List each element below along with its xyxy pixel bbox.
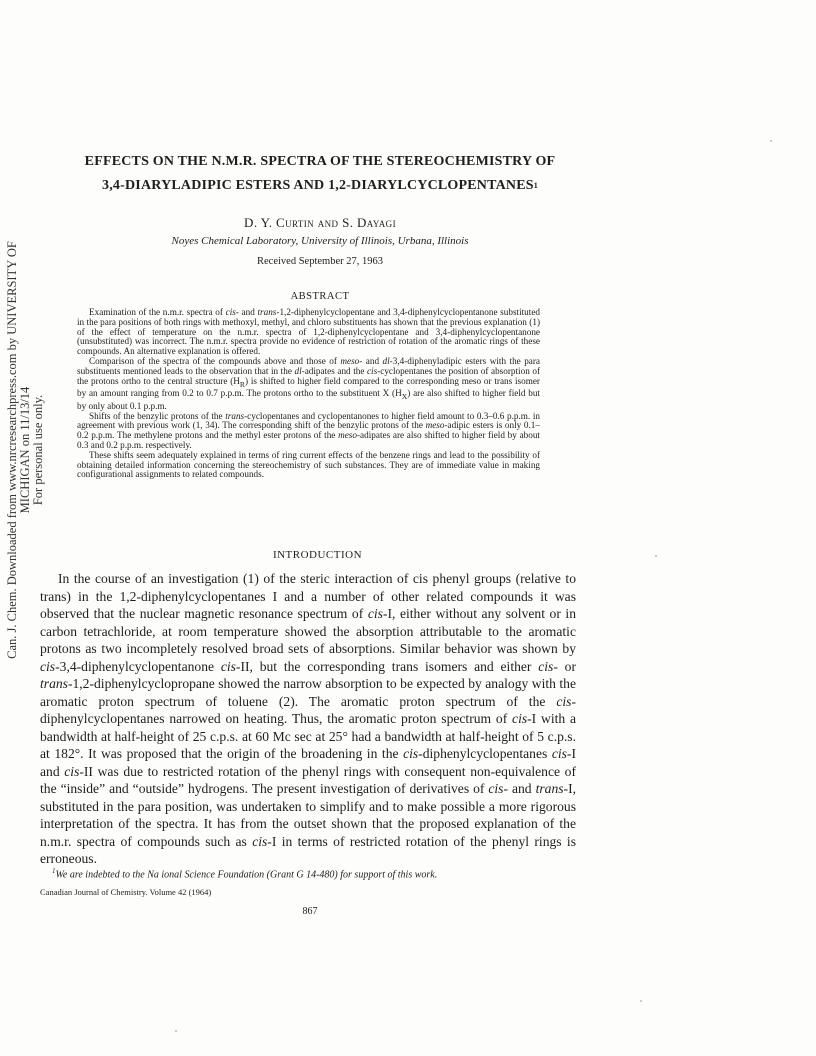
title-line-2: 3,4-DIARYLADIPIC ESTERS AND 1,2-DIARYLCYCLOPENTANES$^1$ <box>102 178 538 193</box>
abstract-paragraph-4: These shifts seem adequately explained in terms of ring current effects of the benzene rings and lead to the possibility of obtaining detailed information concerning the stereochemistry of such substances. They are of immediate value in making configurational assignments to related compounds. <box>77 449 540 480</box>
title-line-1: EFFECTS ON THE N.M.R. SPECTRA OF THE STEREOCHEMISTRY OF <box>84 154 556 169</box>
abstract-paragraph-3: Shifts of the benzylic protons of the trans-cyclopentanes and cyclopentanones to higher field amount to 0.3–0.6 p.p.m. in agreement with previous work (1, 34). The corresponding shift of the benzylic protons of the meso-adipic esters is only 0.1–0.2 p.p.m. The methylene protons and the methyl ester protons of the meso-adipates are also shifted to higher field by about 0.3 and 0.2 p.p.m. respectively. <box>77 410 540 451</box>
watermark-line-1: Can. J. Chem. Downloaded from www.nrcresearchpress.com by UNIVERSITY OF MICHIGAN on 11/13/14 <box>5 241 32 659</box>
title-footnote-mark: 1 <box>533 181 538 190</box>
page-number: 867 <box>302 906 318 917</box>
watermark-line-2: For personal use only. <box>31 394 45 506</box>
scan-speck <box>640 1000 642 1002</box>
abstract-paragraph-1: Examination of the n.m.r. spectra of cis- and trans-1,2-diphenylcyclopentane and 3,4-diphenylcyclopentanone substituted in the para positions of both rings with methoxyl, methyl, and chloro substituents has shown that the previous explanation (1) of the effect of temperature on the n.m.r. spectra of 1,2-diphenylcyclopentane and 3,4-diphenylcyclopentanone (unsubstituted) was incorrect. The n.m.r. spectra provide no evidence of restriction of rotation of the aromatic rings of these compounds. An alternative explanation is offered. <box>77 307 540 357</box>
authors: D. Y. Curtin and S. Dayagi <box>244 215 396 230</box>
footnote-mark: 1 <box>52 867 56 875</box>
introduction-heading: INTRODUCTION <box>272 549 363 561</box>
abstract <box>77 308 540 480</box>
abstract-heading: ABSTRACT <box>290 291 350 302</box>
footnote-text: We are indebted to the Na ional Science Foundation (Grant G 14-480) for support of this work. <box>55 869 438 881</box>
received-date: Received September 27, 1963 <box>257 256 383 267</box>
scan-speck <box>770 140 772 142</box>
abstract-paragraph-2: Comparison of the spectra of the compounds above and those of meso- and dl-3,4-diphenyladipic esters with the para substituents mentioned leads to the observation that in the dl-adipates and the cis-cyclopentanes the position of absorption of the protons ortho to the central structure $(H_R)$ is shifted to higher field compared to the corresponding meso or trans isomer by an amount ranging from 0.2 to 0.7 p.p.m. The protons ortho to the substituent X $(H_X)$ are also shifted to higher field but by only about 0.1 p.p.m. <box>77 355 541 411</box>
scan-speck <box>175 1030 177 1032</box>
journal-citation: Canadian Journal of Chemistry. Volume 42 (1964) <box>40 887 212 897</box>
introduction-paragraph: In the course of an investigation (1) of the steric interaction of cis phenyl groups (relative to trans) in the 1,2-diphenylcyclopentanes I and a number of other related compounds it was observed that the nuclear magnetic resonance spectrum of cis-I, either without any solvent or in carbon tetrachloride, at room temperature showed the absorption attributable to the aromatic protons as two incompletely resolved broad sets of absorptions. Similar behavior was shown by cis-3,4-diphenylcyclopentanone cis-II, but the corresponding trans isomers and either cis- or trans-1,2-diphenylcyclopropane showed the narrow absorption to be expected by analogy with the aromatic proton spectrum of toluene (2). The aromatic proton spectrum of the cis-diphenylcyclopentanes narrowed on heating. Thus, the aromatic proton spectrum of cis-I with a bandwidth at half-height of 25 c.p.s. at 60 Mc sec at 25° had a bandwidth at half-height of 5 c.p.s. at 182°. It was proposed that the origin of the broadening in the cis-diphenylcyclopentanes cis-I and cis-II was due to restricted rotation of the phenyl rings with consequent non-equivalence of the “inside” and “outside” hydrogens. The present investigation of derivatives of cis- and trans-I, substituted in the para position, was undertaken to simplify and to make possible a more rigorous interpretation of the spectra. It has from the outset shown that the proposed explanation of the n.m.r. spectra of compounds such as cis-I in terms of restricted rotation of the phenyl rings is erroneous. <box>40 571 577 866</box>
affiliation: Noyes Chemical Laboratory, University of Illinois, Urbana, Illinois <box>171 235 469 247</box>
scan-speck <box>655 555 657 557</box>
footnote <box>52 867 582 880</box>
article-title <box>40 150 600 198</box>
introduction-body <box>40 570 576 868</box>
